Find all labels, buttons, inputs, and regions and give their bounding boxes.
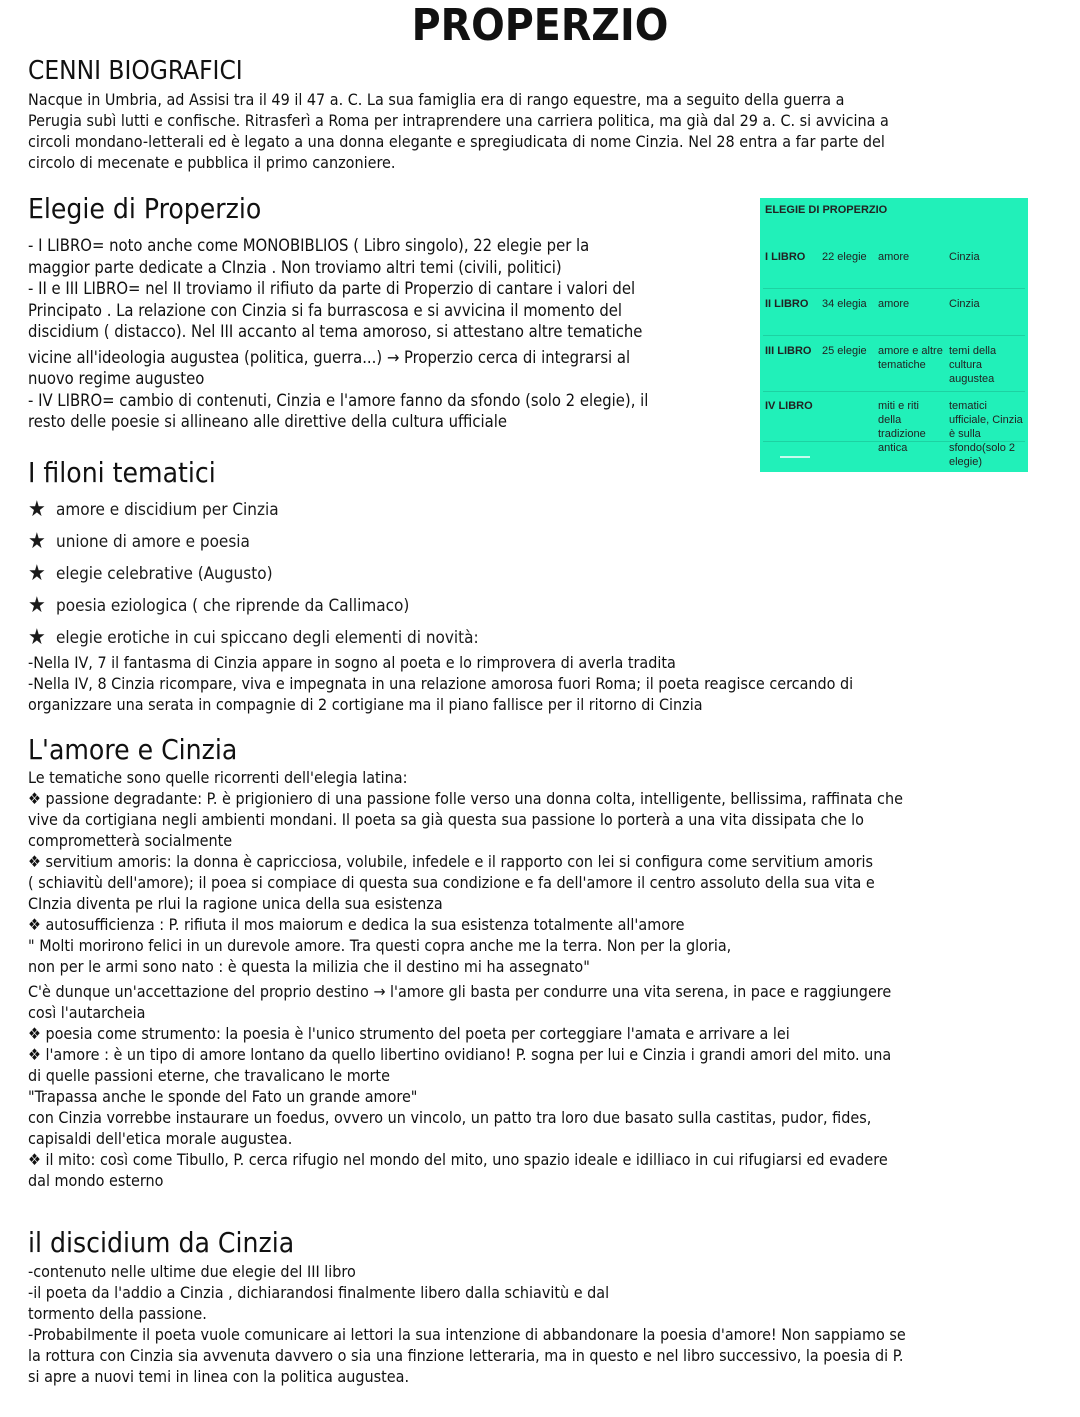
table-cell-theme: amore e altre tematiche: [878, 345, 943, 371]
text-line: ( schiavitù dell'amore); il poea si compiace di questa sua condizione e fa dell'amore il centro assoluto della sua vita e: [28, 873, 875, 892]
text-line: "Trapassa anche le sponde del Fato un grande amore": [28, 1087, 418, 1106]
table-cell-book: II LIBRO: [765, 298, 809, 310]
heading-filoni: I filoni tematici: [28, 456, 216, 489]
text-line: così l'autarcheia: [28, 1003, 146, 1022]
text-line: " Molti morirono felici in un durevole amore. Tra questi copra anche me la terra. Non per la gloria,: [28, 936, 732, 955]
star-icon: ★: [28, 625, 46, 650]
list-item-label: amore e discidium per Cinzia: [56, 500, 279, 520]
table-cell-book: IV LIBRO: [765, 400, 813, 412]
text-line: vicine all'ideologia augustea (politica, guerra...) → Properzio cerca di integrarsi al: [28, 347, 631, 367]
text-line: CInzia diventa pe rlui la ragione unica della sua esistenza: [28, 894, 443, 913]
table-cell-book: III LIBRO: [765, 345, 812, 357]
text-line: dal mondo esterno: [28, 1171, 164, 1190]
text-line: Perugia subì lutti e confische. Ritrasferì a Roma per intraprendere una carriera politica, ma già dal 29 a. C. si avvicina a: [28, 111, 889, 130]
table-cell-theme: amore: [878, 251, 910, 263]
table-cell-theme: amore: [878, 298, 910, 310]
text-line: -contenuto nelle ultime due elegie del III libro: [28, 1262, 356, 1281]
table-cell-notes: Cinzia: [949, 251, 980, 263]
text-line: capisaldi dell'etica morale augustea.: [28, 1129, 293, 1148]
text-line: - I LIBRO= noto anche come MONOBIBLIOS ( Libro singolo), 22 elegie per la: [28, 236, 590, 255]
text-line: ❖ servitium amoris: la donna è capricciosa, volubile, infedele e il rapporto con lei si configura come servitium amoris: [28, 852, 873, 871]
text-line: Nacque in Umbria, ad Assisi tra il 49 il 47 a. C. La sua famiglia era di rango equestre, ma a seguito della guerra a: [28, 90, 845, 109]
text-line: - II e III LIBRO= nel II troviamo il rifiuto da parte di Properzio di cantare i valori del: [28, 279, 636, 298]
text-line: comprometterà socialmente: [28, 831, 233, 850]
text-line: si apre a nuovi temi in linea con la politica augustea.: [28, 1367, 410, 1386]
star-icon: ★: [28, 497, 46, 522]
star-icon: ★: [28, 593, 46, 618]
text-line: -Probabilmente il poeta vuole comunicare ai lettori la sua intenzione di abbandonare la poesia d'amore! Non sappiamo se: [28, 1325, 906, 1344]
discidium-text: [28, 1261, 906, 1387]
text-line: organizzare una serata in compagnie di 2 cortigiane ma il piano fallisce per il ritorno di Cinzia: [28, 695, 703, 714]
table-cell-notes: temi della cultura augustea: [949, 345, 997, 385]
cenni-text: [28, 89, 889, 173]
heading-elegie: Elegie di Properzio: [28, 192, 262, 225]
list-item-label: elegie celebrative (Augusto): [56, 564, 273, 584]
table-title: ELEGIE DI PROPERZIO: [765, 204, 888, 216]
heading-cenni: CENNI BIOGRAFICI: [28, 56, 243, 86]
text-line: resto delle poesie si allineano alle direttive della cultura ufficiale: [28, 412, 507, 431]
filoni-list: [28, 494, 479, 654]
page-title: PROPERZIO: [411, 0, 669, 51]
text-line: tormento della passione.: [28, 1304, 207, 1323]
star-icon: ★: [28, 561, 46, 586]
text-line: di quelle passioni eterne, che travalicano le morte: [28, 1066, 390, 1085]
text-line: vive da cortigiana negli ambienti mondani. Il poeta sa già questa sua passione lo porterà a una vita dissipata che lo: [28, 810, 864, 829]
text-line: Le tematiche sono quelle ricorrenti dell'elegia latina:: [28, 768, 408, 787]
table-cell-count: 22 elegie: [822, 251, 867, 263]
text-line: con Cinzia vorrebbe instaurare un foedus, ovvero un vincolo, un patto tra loro due basato sulla castitas, pudor, fides,: [28, 1108, 872, 1127]
table-cell-theme: miti e riti della tradizione antica: [878, 400, 926, 454]
amore-text: [28, 767, 903, 1191]
text-line: C'è dunque un'accettazione del proprio destino → l'amore gli basta per condurre una vita serena, in pace e raggiungere: [28, 982, 892, 1001]
text-line: ❖ il mito: così come Tibullo, P. cerca rifugio nel mondo del mito, uno spazio ideale e idilliaco in cui rifugiarsi ed evadere: [28, 1150, 888, 1169]
elegie-table: [760, 198, 1028, 472]
heading-amore: L'amore e Cinzia: [28, 733, 238, 766]
text-line: ❖ autosufficienza : P. rifiuta il mos maiorum e dedica la sua esistenza totalmente all'amore: [28, 915, 685, 934]
text-line: ❖ passione degradante: P. è prigioniero di una passione folle verso una donna colta, intelligente, bellissima, raffinata che: [28, 789, 903, 808]
list-item: [28, 622, 479, 654]
list-item-label: elegie erotiche in cui spiccano degli elementi di novità:: [56, 628, 479, 648]
text-line: discidium ( distacco). Nel III accanto al tema amoroso, si attestano altre tematiche: [28, 322, 643, 341]
text-line: ❖ poesia come strumento: la poesia è l'unico strumento del poeta per corteggiare l'amata e arrivare a lei: [28, 1024, 790, 1043]
text-line: ❖ l'amore : è un tipo di amore lontano da quello libertino ovidiano! P. sogna per lui e Cinzia i grandi amori del mito. una: [28, 1045, 892, 1064]
table-cell-book: I LIBRO: [765, 251, 806, 263]
list-item-label: unione di amore e poesia: [56, 532, 250, 552]
text-line: maggior parte dedicate a CInzia . Non troviamo altri temi (civili, politici): [28, 257, 562, 277]
text-line: -Nella IV, 7 il fantasma di Cinzia appare in sogno al poeta e lo rimprovera di averla tradita: [28, 653, 676, 672]
table-cell-notes: Cinzia: [949, 298, 980, 310]
list-item-label: poesia eziologica ( che riprende da Callimaco): [56, 596, 410, 616]
table-cell-count: 25 elegie: [822, 345, 867, 357]
list-item: [28, 494, 479, 526]
text-line: - IV LIBRO= cambio di contenuti, Cinzia e l'amore fanno da sfondo (solo 2 elegie), il: [28, 390, 649, 410]
table-cell-notes: tematici ufficiale, Cinzia è sulla sfondo(solo 2 elegie): [949, 400, 1023, 468]
list-item: [28, 558, 479, 590]
list-item: [28, 526, 479, 558]
text-line: Principato . La relazione con Cinzia si fa burrascosa e si avvicina il momento del: [28, 300, 623, 320]
text-line: -Nella IV, 8 Cinzia ricompare, viva e impegnata in una relazione amorosa fuori Roma; il poeta reagisce cercando di: [28, 674, 854, 693]
heading-discidium: il discidium da Cinzia: [28, 1226, 295, 1259]
table-cell-count: 34 elegia: [822, 298, 867, 310]
text-line: nuovo regime augusteo: [28, 369, 205, 388]
list-item: [28, 590, 479, 622]
text-line: circoli mondano-letterali ed è legato a una donna elegante e spregiudicata di nome Cinzia. Nel 28 entra a far parte del: [28, 132, 885, 151]
elegie-text: [28, 235, 648, 433]
text-line: la rottura con Cinzia sia avvenuta davvero o sia una finzione letteraria, ma in questo e nel libro successivo, la poesia di P.: [28, 1346, 904, 1365]
filoni-text: [28, 652, 853, 715]
text-line: circolo di mecenate e pubblica il primo canzoniere.: [28, 153, 396, 172]
text-line: non per le armi sono nato : è questa la milizia che il destino mi ha assegnato": [28, 957, 590, 976]
star-icon: ★: [28, 529, 46, 554]
text-line: -il poeta da l'addio a Cinzia , dichiarandosi finalmente libero dalla schiavitù e dal: [28, 1283, 610, 1302]
